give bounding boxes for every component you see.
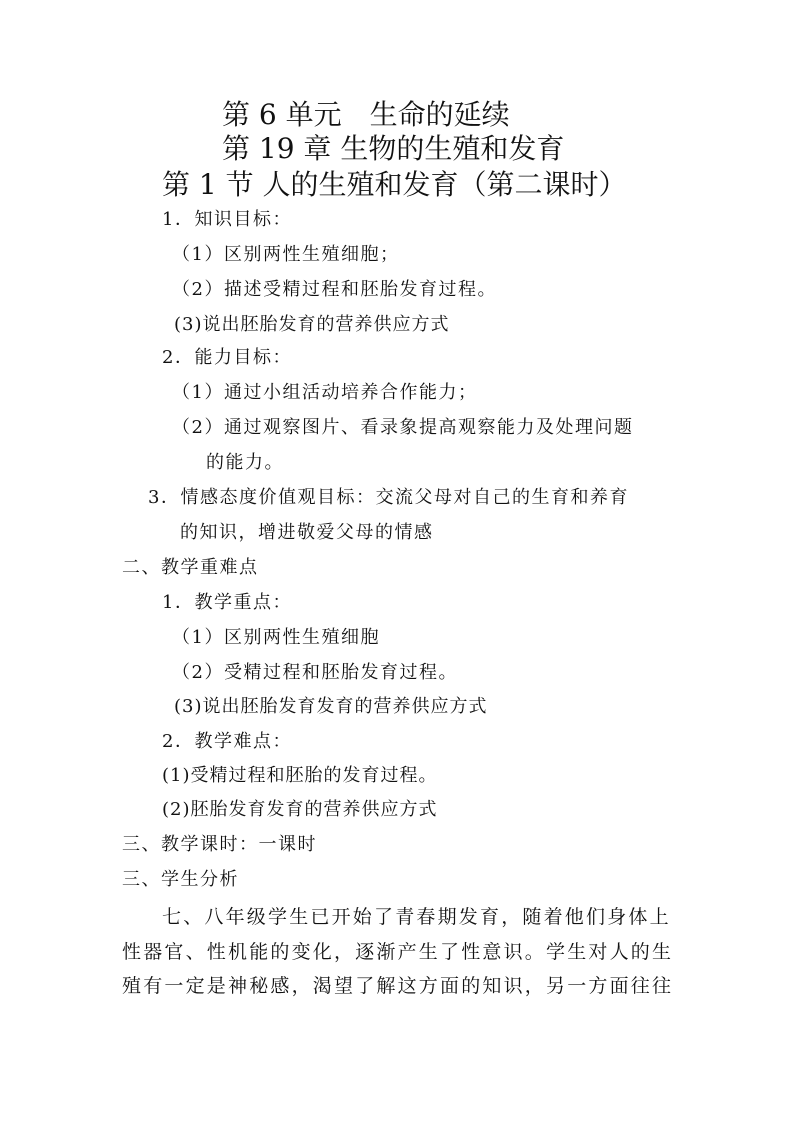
ability-goal-item: （1）通过小组活动培养合作能力；	[172, 382, 478, 403]
student-analysis-heading: 三、学生分析	[122, 869, 239, 890]
knowledge-goal-item: （2）描述受精过程和胚胎发育过程。	[172, 279, 497, 300]
ability-goals-heading: 2．能力目标：	[162, 347, 292, 368]
ability-goal-item-continued: 的能力。	[206, 452, 284, 473]
emotion-goals: 3．情感态度价值观目标：交流父母对自己的生育和养育	[148, 487, 629, 508]
difficult-points-heading: 2．教学难点：	[162, 731, 292, 752]
key-points-heading: 1．教学重点：	[162, 592, 292, 613]
chapter-title: 第 19 章 生物的生殖和发育	[222, 132, 565, 165]
key-point-item: (3)说出胚胎发育发育的营养供应方式	[174, 696, 488, 717]
difficult-point-item: (2)胚胎发育发育的营养供应方式	[162, 799, 438, 820]
key-point-item: （1）区别两性生殖细胞	[172, 627, 380, 648]
class-hours-heading: 三、教学课时：一课时	[122, 834, 317, 855]
analysis-paragraph-line: 七、八年级学生已开始了青春期发育，随着他们身体上	[162, 906, 671, 928]
analysis-paragraph-line: 性器官、性机能的变化，逐渐产生了性意识。学生对人的生	[122, 941, 674, 963]
ability-goal-item: （2）通过观察图片、看录象提高观察能力及处理问题	[172, 417, 634, 438]
key-point-item: （2）受精过程和胚胎发育过程。	[172, 662, 458, 683]
section-title: 第 1 节 人的生殖和发育（第二课时）	[162, 168, 627, 201]
analysis-paragraph-line: 殖有一定是神秘感，渴望了解这方面的知识，另一方面往往	[122, 975, 674, 997]
emotion-goals-continued: 的知识，增进敬爱父母的情感	[180, 522, 434, 543]
knowledge-goal-item: （1）区别两性生殖细胞；	[172, 244, 400, 265]
unit-title: 第 6 单元 生命的延续	[222, 98, 510, 131]
key-difficult-points-heading: 二、教学重难点	[122, 557, 259, 578]
difficult-point-item: (1)受精过程和胚胎的发育过程。	[162, 765, 438, 786]
knowledge-goal-item: (3)说出胚胎发育的营养供应方式	[174, 314, 450, 335]
knowledge-goals-heading: 1．知识目标：	[162, 209, 292, 230]
